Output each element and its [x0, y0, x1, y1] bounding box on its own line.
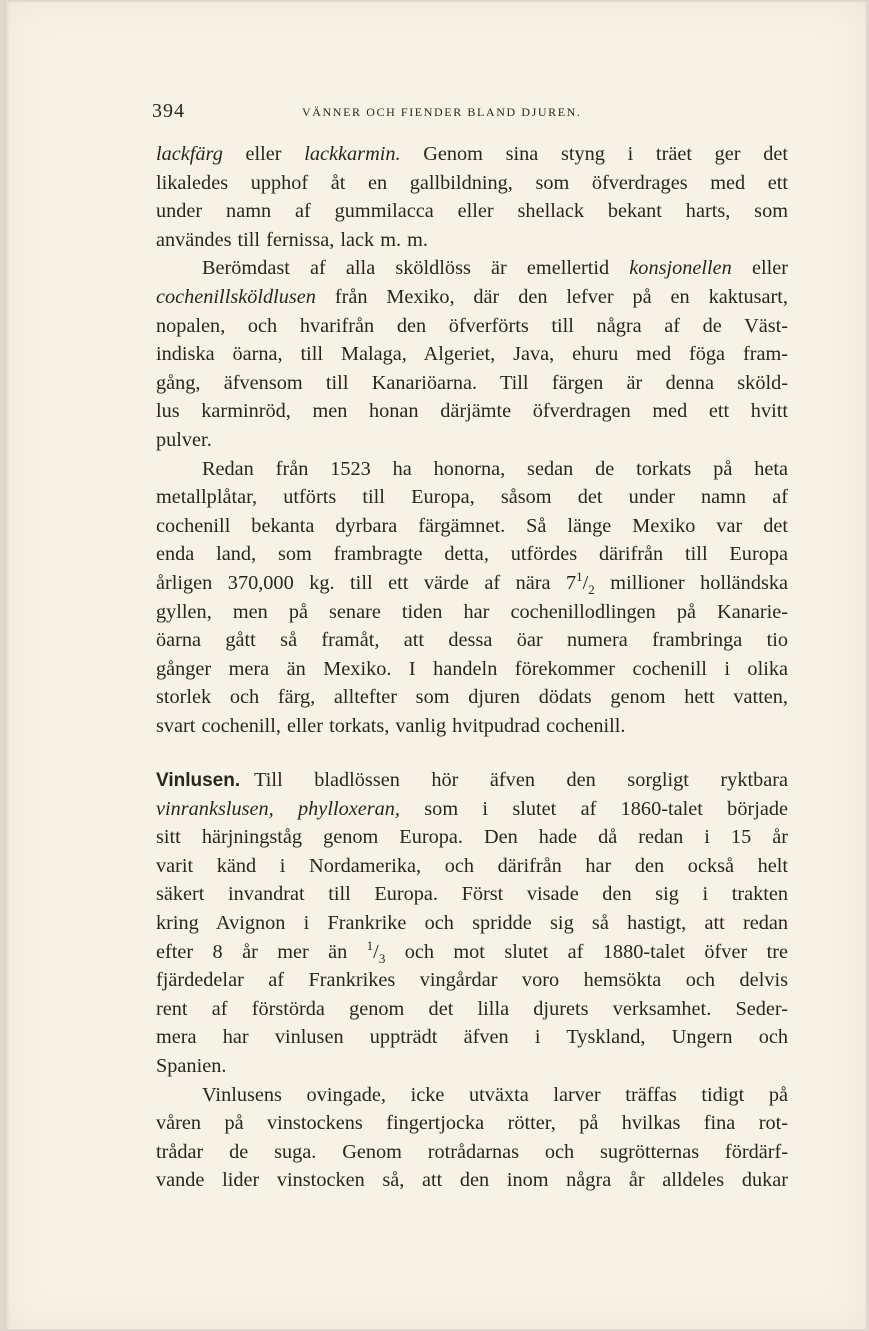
page-header — [152, 100, 792, 126]
paragraph-3 — [156, 455, 788, 741]
text-run: som i slutet af 1860-talet började — [399, 797, 788, 820]
fraction-numerator: 1 — [366, 937, 374, 953]
text-run: eller — [222, 143, 305, 165]
fraction-numerator: 1 — [576, 569, 583, 585]
text-line: cochenill bekanta dyrbara färgämnet. Så länge Mexiko var det — [156, 514, 788, 537]
text-line: svart cochenill, eller torkats, vanlig hvitpudrad cochenill. — [156, 714, 626, 737]
page-edge-shadow — [4, 2, 10, 1329]
text-line: lus karminröd, men honan därjämte öfverdragen med ett hvitt — [156, 400, 788, 423]
text-line: varit känd i Nordamerika, och därifrån har den också helt — [156, 854, 788, 877]
text-line — [156, 766, 788, 795]
fraction-denominator: 3 — [378, 950, 386, 966]
text-line — [156, 938, 788, 967]
text-run: millioner holländska — [594, 571, 788, 594]
text-line: kring Avignon i Frankrike och spridde sig så hastigt, att redan — [156, 911, 788, 934]
text-line: sitt härjningståg genom Europa. Den hade då redan i 15 år — [156, 826, 788, 849]
text-run: årligen 370,000 kg. till ett värde af nära 7 — [156, 571, 577, 594]
text-run: från Mexiko, där den lefver på en kaktusart, — [315, 285, 788, 308]
text-line: indiska öarna, till Malaga, Algeriet, Java, ehuru med föga fram- — [156, 343, 788, 366]
text-line: nopalen, och hvarifrån den öfverförts till några af de Väst- — [156, 314, 788, 337]
text-line: vande lider vinstocken så, att den inom några år alldeles dukar — [156, 1169, 788, 1192]
text-run: Berömdast af alla sköldlöss är emellertid — [202, 257, 630, 280]
text-line — [156, 283, 788, 312]
text-run: Till bladlössen hör äfven den sorgligt ryktbara — [254, 769, 788, 791]
paragraph-1 — [156, 140, 788, 254]
italic-term: lackfärg — [156, 143, 223, 165]
text-run: Genom sina styng i träet ger det — [400, 143, 789, 165]
text-line: våren på vinstockens fingertjocka rötter, på hvilkas fina rot- — [156, 1112, 788, 1135]
text-line: fjärdedelar af Frankrikes vingårdar voro hemsökta och delvis — [156, 969, 788, 992]
text-line: gyllen, men på senare tiden har cochenillodlingen på Kanarie- — [156, 600, 788, 623]
text-line — [156, 254, 788, 283]
text-line: Vinlusens ovingade, icke utväxta larver träffas tidigt på — [202, 1083, 788, 1106]
text-line: pulver. — [156, 428, 212, 451]
text-line: metallplåtar, utförts till Europa, såsom det under namn af — [156, 486, 788, 509]
paragraph-4 — [156, 766, 788, 1081]
text-line: gånger mera än Mexiko. I handeln förekommer cochenill i olika — [156, 657, 788, 680]
running-title: VÄNNER OCH FIENDER BLAND DJUREN. — [302, 105, 582, 119]
text-line: rent af förstörda genom det lilla djurets verksamhet. Seder- — [156, 997, 788, 1020]
text-line: under namn af gummilacca eller shellack bekant harts, som — [156, 200, 788, 223]
text-block-lower — [156, 766, 788, 1195]
text-run: och mot slutet af 1880-talet öfver tre — [385, 940, 788, 963]
italic-term: konsjonellen — [629, 257, 732, 280]
paragraph-2 — [156, 254, 788, 454]
italic-term: lackkarmin. — [304, 143, 401, 165]
text-line — [156, 569, 788, 598]
fraction-slash: / — [373, 940, 379, 963]
text-line: mera har vinlusen uppträdt äfven i Tyskland, Ungern och — [156, 1026, 788, 1049]
text-block-upper — [156, 140, 788, 740]
text-line: öarna gått så framåt, att dessa öar numera frambringa tio — [156, 629, 788, 652]
text-run: eller — [731, 257, 788, 280]
text-line: gång, äfvensom till Kanariöarna. Till färgen är denna sköld- — [156, 371, 788, 394]
section-heading: Vinlusen. — [156, 770, 241, 791]
italic-term: vinrankslusen, phylloxeran, — [156, 797, 400, 820]
text-line: enda land, som frambragte detta, utfördes därifrån till Europa — [156, 543, 788, 566]
text-line: trådar de suga. Genom rotrådarnas och sugrötternas fördärf- — [156, 1140, 788, 1163]
italic-term: cochenillsköldlusen — [156, 285, 316, 308]
text-line: säkert invandrat till Europa. Först visade den sig i trakten — [156, 883, 788, 906]
text-line: likaledes upphof åt en gallbildning, som öfverdrages med ett — [156, 171, 788, 194]
text-line: Spanien. — [156, 1054, 227, 1077]
fraction-denominator: 2 — [588, 581, 595, 597]
text-line: användes till fernissa, lack m. m. — [156, 228, 428, 251]
text-run: efter 8 år mer än — [156, 940, 367, 963]
paragraph-5 — [156, 1081, 788, 1195]
fraction-slash: / — [582, 571, 589, 594]
page-number: 394 — [152, 100, 185, 122]
text-line: storlek och färg, alltefter som djuren dödats genom hett vatten, — [156, 686, 788, 709]
text-line — [156, 140, 788, 169]
text-line — [156, 795, 788, 824]
text-line: Redan från 1523 ha honorna, sedan de torkats på heta — [202, 457, 788, 480]
